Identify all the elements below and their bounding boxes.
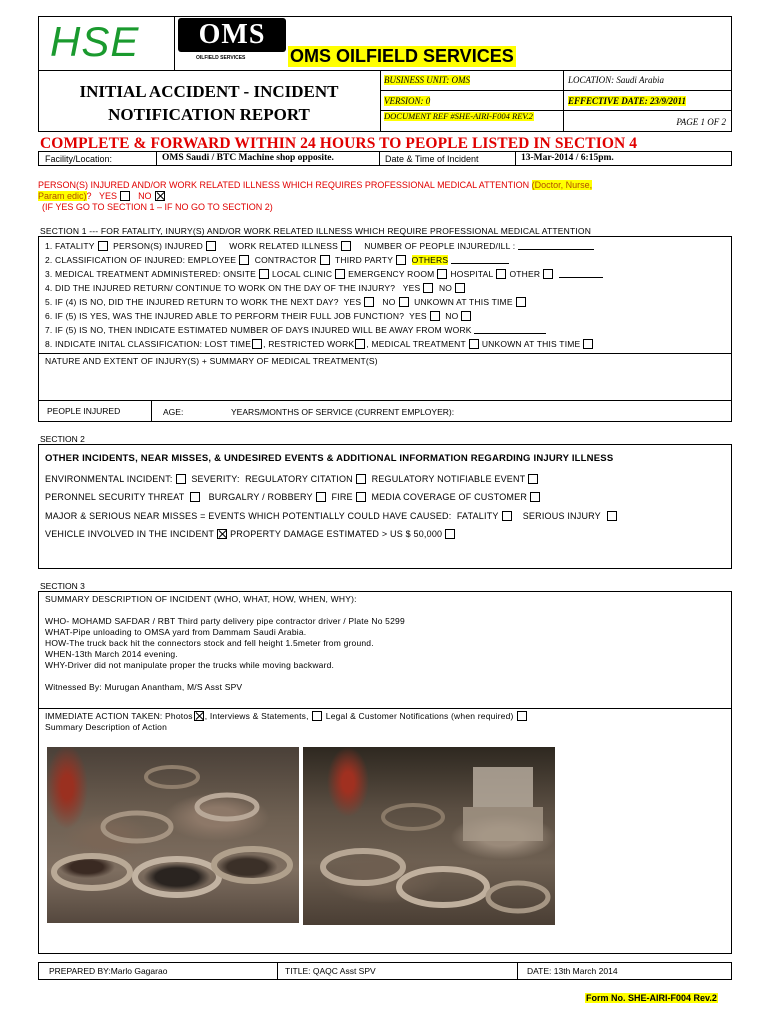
security-threat: PERONNEL SECURITY THREAT (45, 492, 185, 502)
q2-others: OTHERS (411, 255, 449, 265)
regulatory-notifiable-checkbox[interactable] (528, 474, 538, 484)
q4-no-checkbox[interactable] (455, 283, 465, 293)
action-summary-label: Summary Description of Action (45, 722, 168, 732)
media-coverage-checkbox[interactable] (530, 492, 540, 502)
q3-other-field[interactable] (559, 270, 603, 278)
q3-emergency-checkbox[interactable] (437, 269, 447, 279)
incident-photo-1 (47, 747, 299, 923)
burglary-checkbox[interactable] (316, 492, 326, 502)
injury-question-hl: (Doctor, Nurse, (531, 180, 593, 190)
burglary: BURGALRY / ROBBERY (208, 492, 313, 502)
q6-no-checkbox[interactable] (461, 311, 471, 321)
datetime-label: Date & Time of Incident (385, 154, 479, 164)
oms-logo (178, 18, 286, 66)
regulatory-notifiable: REGULATORY NOTIFIABLE EVENT (371, 474, 526, 484)
report-title-line-1: INITIAL ACCIDENT - INCIDENT (79, 82, 339, 101)
q6-yes-checkbox[interactable] (430, 311, 440, 321)
q2-contractor-checkbox[interactable] (320, 255, 330, 265)
q2-others-field[interactable] (451, 256, 509, 264)
q2-contractor: CONTRACTOR (254, 255, 317, 265)
injury-question-instruction: (IF YES GO TO SECTION 1 – IF NO GO TO SECTION 2) (42, 202, 273, 212)
q5-yes: YES (343, 297, 362, 307)
near-miss-fatality: FATALITY (456, 511, 499, 521)
years-of-service-label: YEARS/MONTHS OF SERVICE (CURRENT EMPLOYER): (231, 407, 455, 417)
facility-row (38, 151, 732, 166)
section-1-box (38, 236, 732, 401)
near-miss-serious-injury: SERIOUS INJURY (522, 511, 601, 521)
q3-hospital: HOSPITAL (450, 269, 494, 279)
action-interviews-checkbox[interactable] (312, 711, 322, 721)
action-legal-checkbox[interactable] (517, 711, 527, 721)
q1-injured-checkbox[interactable] (206, 241, 216, 251)
security-threat-checkbox[interactable] (190, 492, 200, 502)
q6-yes: YES (409, 311, 427, 321)
effective-date: EFFECTIVE DATE: 23/9/2011 (568, 96, 687, 106)
report-title-line-2: NOTIFICATION REPORT (108, 105, 310, 124)
injury-no-label: NO (138, 191, 152, 201)
prepared-by: PREPARED BY:Marlo Gagarao (49, 966, 168, 976)
vehicle-involved-checkbox[interactable] (217, 529, 227, 539)
q5-no: NO (382, 297, 396, 307)
summary-what: WHAT-Pipe unloading to OMSA yard from Dammam Saudi Arabia. (45, 627, 307, 637)
q1-number-field[interactable] (518, 242, 594, 250)
media-coverage: MEDIA COVERAGE OF CUSTOMER (371, 492, 528, 502)
summary-why: WHY-Driver did not manipulate proper the trucks while moving backward. (45, 660, 335, 670)
action-legal: Legal & Customer Notifications (when required) (325, 711, 514, 721)
injury-yes-checkbox[interactable] (120, 191, 130, 201)
incident-photo-2 (303, 747, 555, 925)
age-label: AGE: (163, 407, 184, 417)
injury-question: PERSON(S) INJURED AND/OR WORK RELATED ILLNESS WHICH REQUIRES PROFESSIONAL MEDICAL ATTENTION (Doctor, Nurse, Param edic)? YES NO (IF YES GO TO SECTION 1 – IF NO GO TO SECTION 2) (38, 180, 732, 213)
page-number: PAGE 1 OF 2 (676, 117, 726, 127)
q2-employee: 2. CLASSIFICATION OF INJURED: EMPLOYEE (45, 255, 237, 265)
hse-logo: HSE (50, 18, 140, 65)
near-miss-fatality-checkbox[interactable] (502, 511, 512, 521)
q2-third-party-checkbox[interactable] (396, 255, 406, 265)
q8-lost-time-checkbox[interactable] (252, 339, 262, 349)
people-injured-row (38, 400, 732, 422)
prepared-date: DATE: 13th March 2014 (527, 966, 618, 976)
summary-how: HOW-The truck back hit the connectors stock and fell height 1.5meter from ground. (45, 638, 374, 648)
oms-logo-subtitle: OILFIELD SERVICES (196, 55, 246, 61)
action-photos: IMMEDIATE ACTION TAKEN: Photos (45, 711, 193, 721)
injury-yes-label: YES (99, 191, 118, 201)
near-miss-serious-injury-checkbox[interactable] (607, 511, 617, 521)
q3-other-checkbox[interactable] (543, 269, 553, 279)
photo-1-pipes-illustration (47, 747, 299, 923)
env-incident-checkbox[interactable] (176, 474, 186, 484)
q6-no: NO (445, 311, 459, 321)
q8-medical-checkbox[interactable] (469, 339, 479, 349)
datetime-value: 13-Mar-2014 / 6:15pm. (521, 153, 614, 163)
q2-third-party: THIRD PARTY (334, 255, 394, 265)
severity: SEVERITY: (191, 474, 240, 484)
section-2-box (38, 444, 732, 569)
q8-restricted-checkbox[interactable] (355, 339, 365, 349)
q3-onsite-checkbox[interactable] (259, 269, 269, 279)
summary-witnessed: Witnessed By: Murugan Anantham, M/S Asst SPV (45, 682, 243, 692)
q3-clinic: LOCAL CLINIC (271, 269, 333, 279)
q1-number: NUMBER OF PEOPLE INJURED/ILL : (364, 241, 516, 251)
q5-no-checkbox[interactable] (399, 297, 409, 307)
q8-unknown-checkbox[interactable] (583, 339, 593, 349)
forward-banner: COMPLETE & FORWARD WITHIN 24 HOURS TO PEOPLE LISTED IN SECTION 4 (40, 135, 638, 152)
env-incident: ENVIRONMENTAL INCIDENT: (45, 474, 173, 484)
q3-clinic-checkbox[interactable] (335, 269, 345, 279)
section-3-label: SECTION 3 (40, 581, 85, 591)
q7-days-field[interactable] (474, 326, 546, 334)
section-3-box (38, 591, 732, 954)
photo-2-pipes-illustration (303, 747, 555, 925)
q3-other: OTHER (509, 269, 541, 279)
location: LOCATION: Saudi Arabia (568, 75, 665, 85)
company-name: OMS OILFIELD SERVICES (290, 46, 514, 66)
vehicle-involved: VEHICLE INVOLVED IN THE INCIDENT (45, 529, 215, 539)
property-damage: PROPERTY DAMAGE ESTIMATED > US $ 50,000 (230, 529, 443, 539)
fire: FIRE (331, 492, 353, 502)
header-divider-v1 (174, 16, 175, 71)
q4-no: NO (438, 283, 453, 293)
preparer-title: TITLE: QAQC Asst SPV (285, 966, 376, 976)
action-photos-checkbox[interactable] (194, 711, 204, 721)
q8-lost-time: 8. INDICATE INITAL CLASSIFICATION: LOST TIME (45, 339, 252, 349)
fire-checkbox[interactable] (356, 492, 366, 502)
q5-question: 5. IF (4) IS NO, DID THE INJURED RETURN TO WORK THE NEXT DAY? (45, 297, 339, 307)
summary-heading: SUMMARY DESCRIPTION OF INCIDENT (WHO, WHAT, HOW, WHEN, WHY): (45, 594, 357, 604)
regulatory-citation-checkbox[interactable] (356, 474, 366, 484)
nature-of-injury-label: NATURE AND EXTENT OF INJURY(S) + SUMMARY OF MEDICAL TREATMENT(S) (45, 356, 378, 366)
document-ref: DOCUMENT REF #SHE-AIRI-F004 REV.2 (384, 111, 533, 121)
q3-onsite: 3. MEDICAL TREATMENT ADMINISTERED: ONSITE (45, 269, 256, 279)
section-2-label: SECTION 2 (40, 434, 85, 444)
q1-injured: PERSON(S) INJURED (113, 241, 203, 251)
q3-hospital-checkbox[interactable] (496, 269, 506, 279)
injury-question-text: PERSON(S) INJURED AND/OR WORK RELATED ILLNESS WHICH REQUIRES PROFESSIONAL MEDICAL ATTENTION (38, 180, 530, 190)
facility-value: OMS Saudi / BTC Machine shop opposite. (162, 153, 334, 163)
q4-question: 4. DID THE INJURED RETURN/ CONTINUE TO WORK ON THE DAY OF THE INJURY? (45, 283, 396, 293)
q1-illness-checkbox[interactable] (341, 241, 351, 251)
q2-employee-checkbox[interactable] (239, 255, 249, 265)
q6-question: 6. IF (5) IS YES, WAS THE INJURED ABLE TO PERFORM THEIR FULL JOB FUNCTION? (45, 311, 405, 321)
q1-fatality-checkbox[interactable] (98, 241, 108, 251)
injury-question-hl-2: Param edic) (38, 191, 87, 201)
summary-who: WHO- MOHAMD SAFDAR / RBT Third party delivery pipe contractor driver / Plate No 5299 (45, 616, 405, 626)
oms-logo-mark: OMS (178, 18, 286, 52)
action-interviews: , Interviews & Statements, (204, 711, 309, 721)
near-misses: MAJOR & SERIOUS NEAR MISSES = EVENTS WHICH POTENTIALLY COULD HAVE CAUSED: (45, 511, 452, 521)
q4-yes: YES (402, 283, 421, 293)
q5-unknown: UNKOWN AT THIS TIME (414, 297, 513, 307)
q4-yes-checkbox[interactable] (423, 283, 433, 293)
q7-question: 7. IF (5) IS NO, THEN INDICATE ESTIMATED NUMBER OF DAYS INJURED WILL BE AWAY FROM WORK (45, 325, 472, 335)
q8-restricted: , RESTRICTED WORK (263, 339, 355, 349)
q3-emergency: EMERGENCY ROOM (348, 269, 435, 279)
facility-label: Facility/Location: (45, 154, 113, 164)
version: VERSION: 0 (384, 96, 431, 106)
summary-when: WHEN-13th March 2014 evening. (45, 649, 178, 659)
q5-unknown-checkbox[interactable] (516, 297, 526, 307)
section-2-heading: OTHER INCIDENTS, NEAR MISSES, & UNDESIRED EVENTS & ADDITIONAL INFORMATION REGARDING INJURY ILLNESS (45, 453, 614, 464)
signature-row (38, 962, 732, 980)
regulatory-citation: REGULATORY CITATION (245, 474, 353, 484)
section-1-heading: SECTION 1 --- FOR FATALITY, INURY(S) AND/OR WORK RELATED ILLNESS WHICH REQUIRE PROFESSIONAL MEDICAL ATTENTION (40, 226, 592, 236)
injury-no-checkbox[interactable] (155, 191, 165, 201)
meta-grid (380, 70, 732, 132)
business-unit: BUSINESS UNIT: OMS (384, 75, 470, 85)
q8-medical: , MEDICAL TREATMENT (366, 339, 466, 349)
q8-unknown: UNKOWN AT THIS TIME (481, 339, 581, 349)
q1-illness: WORK RELATED ILLNESS (229, 241, 338, 251)
form-number: Form No. SHE-AIRI-F004 Rev.2 (586, 993, 717, 1003)
q1-fatality: 1. FATALITY (45, 241, 95, 251)
q5-yes-checkbox[interactable] (364, 297, 374, 307)
property-damage-checkbox[interactable] (445, 529, 455, 539)
people-injured-label: PEOPLE INJURED (47, 406, 121, 416)
